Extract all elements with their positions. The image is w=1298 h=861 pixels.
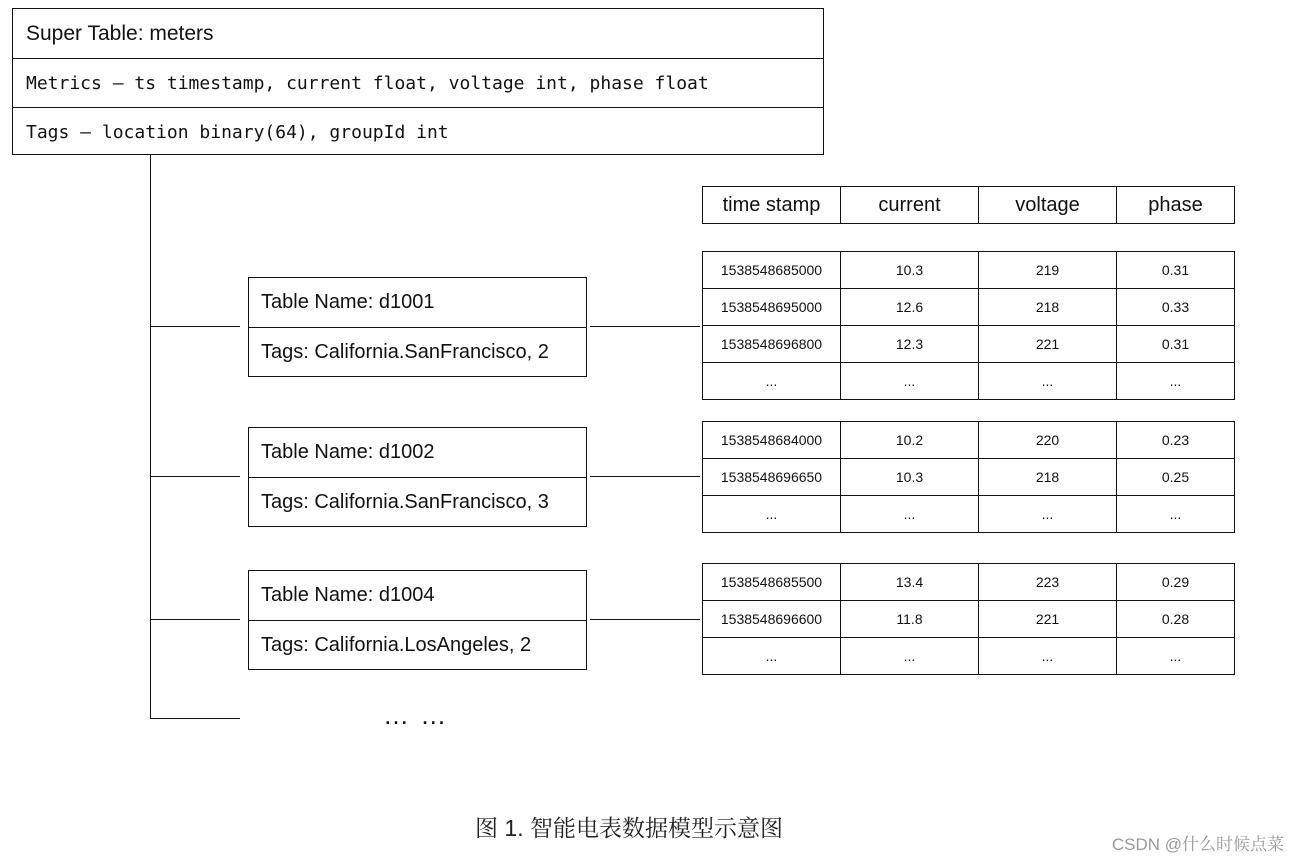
cell-voltage: 221	[979, 326, 1117, 363]
table-row	[703, 289, 1235, 326]
branch-connector-d1002	[150, 476, 240, 477]
column-header: time stamp	[703, 187, 841, 224]
cell-timestamp: 1538548684000	[703, 422, 841, 459]
data-table-d1002	[702, 421, 1235, 533]
cell-current: 10.3	[841, 459, 979, 496]
data-table-d1001	[702, 251, 1235, 400]
cell-timestamp: 1538548696800	[703, 326, 841, 363]
cell-ellipsis: ...	[841, 638, 979, 675]
figure-caption: 图 1. 智能电表数据模型示意图	[475, 815, 783, 841]
cell-ellipsis: ...	[1117, 638, 1235, 675]
table-row	[703, 564, 1235, 601]
cell-voltage: 220	[979, 422, 1117, 459]
subtable-box-d1002	[248, 427, 587, 527]
cell-timestamp: 1538548685000	[703, 252, 841, 289]
cell-ellipsis: ...	[703, 496, 841, 533]
cell-current: 11.8	[841, 601, 979, 638]
super-table-tags: Tags — location binary(64), groupId int	[13, 107, 823, 156]
cell-phase: 0.29	[1117, 564, 1235, 601]
cell-ellipsis: ...	[703, 363, 841, 400]
subtable-name: Table Name: d1002	[261, 441, 435, 463]
cell-ellipsis: ...	[703, 638, 841, 675]
cell-timestamp: 1538548685500	[703, 564, 841, 601]
cell-phase: 0.28	[1117, 601, 1235, 638]
more-subtables-ellipsis: … …	[383, 700, 449, 730]
column-header: current	[841, 187, 979, 224]
cell-phase: 0.31	[1117, 252, 1235, 289]
link-d1004-data	[590, 619, 700, 620]
column-header: voltage	[979, 187, 1117, 224]
data-table-d1004	[702, 563, 1235, 675]
table-row	[703, 496, 1235, 533]
cell-ellipsis: ...	[841, 363, 979, 400]
table-row	[703, 422, 1235, 459]
branch-connector-more	[150, 718, 240, 719]
subtable-box-d1001	[248, 277, 587, 377]
cell-phase: 0.25	[1117, 459, 1235, 496]
table-row	[703, 459, 1235, 496]
super-table-metrics: Metrics — ts timestamp, current float, voltage int, phase float	[13, 58, 823, 107]
cell-phase: 0.31	[1117, 326, 1235, 363]
cell-ellipsis: ...	[979, 496, 1117, 533]
header-row	[703, 187, 1235, 224]
cell-phase: 0.33	[1117, 289, 1235, 326]
subtable-tags: Tags: California.SanFrancisco, 3	[249, 477, 586, 526]
table-row	[703, 252, 1235, 289]
cell-timestamp: 1538548695000	[703, 289, 841, 326]
cell-current: 10.3	[841, 252, 979, 289]
cell-current: 13.4	[841, 564, 979, 601]
cell-voltage: 218	[979, 289, 1117, 326]
trunk-connector	[150, 155, 151, 718]
link-d1001-data	[590, 326, 700, 327]
subtable-box-d1004	[248, 570, 587, 670]
column-header-table	[702, 186, 1235, 224]
table-row	[703, 326, 1235, 363]
watermark: CSDN @什么时候点菜	[1111, 835, 1284, 854]
cell-voltage: 223	[979, 564, 1117, 601]
subtable-tags: Tags: California.SanFrancisco, 2	[249, 327, 586, 376]
subtable-tags: Tags: California.LosAngeles, 2	[249, 620, 586, 669]
table-row	[703, 638, 1235, 675]
cell-timestamp: 1538548696600	[703, 601, 841, 638]
cell-voltage: 221	[979, 601, 1117, 638]
super-table-box	[12, 8, 824, 155]
branch-connector-d1001	[150, 326, 240, 327]
cell-phase: 0.23	[1117, 422, 1235, 459]
cell-ellipsis: ...	[979, 638, 1117, 675]
cell-timestamp: 1538548696650	[703, 459, 841, 496]
cell-ellipsis: ...	[841, 496, 979, 533]
cell-voltage: 219	[979, 252, 1117, 289]
cell-ellipsis: ...	[979, 363, 1117, 400]
link-d1002-data	[590, 476, 700, 477]
cell-voltage: 218	[979, 459, 1117, 496]
branch-connector-d1004	[150, 619, 240, 620]
cell-current: 12.3	[841, 326, 979, 363]
cell-ellipsis: ...	[1117, 363, 1235, 400]
cell-current: 10.2	[841, 422, 979, 459]
cell-current: 12.6	[841, 289, 979, 326]
column-header: phase	[1117, 187, 1235, 224]
table-row	[703, 363, 1235, 400]
super-table-title: Super Table: meters	[26, 21, 214, 45]
subtable-name: Table Name: d1004	[261, 584, 435, 606]
table-row	[703, 601, 1235, 638]
cell-ellipsis: ...	[1117, 496, 1235, 533]
subtable-name: Table Name: d1001	[261, 291, 435, 313]
